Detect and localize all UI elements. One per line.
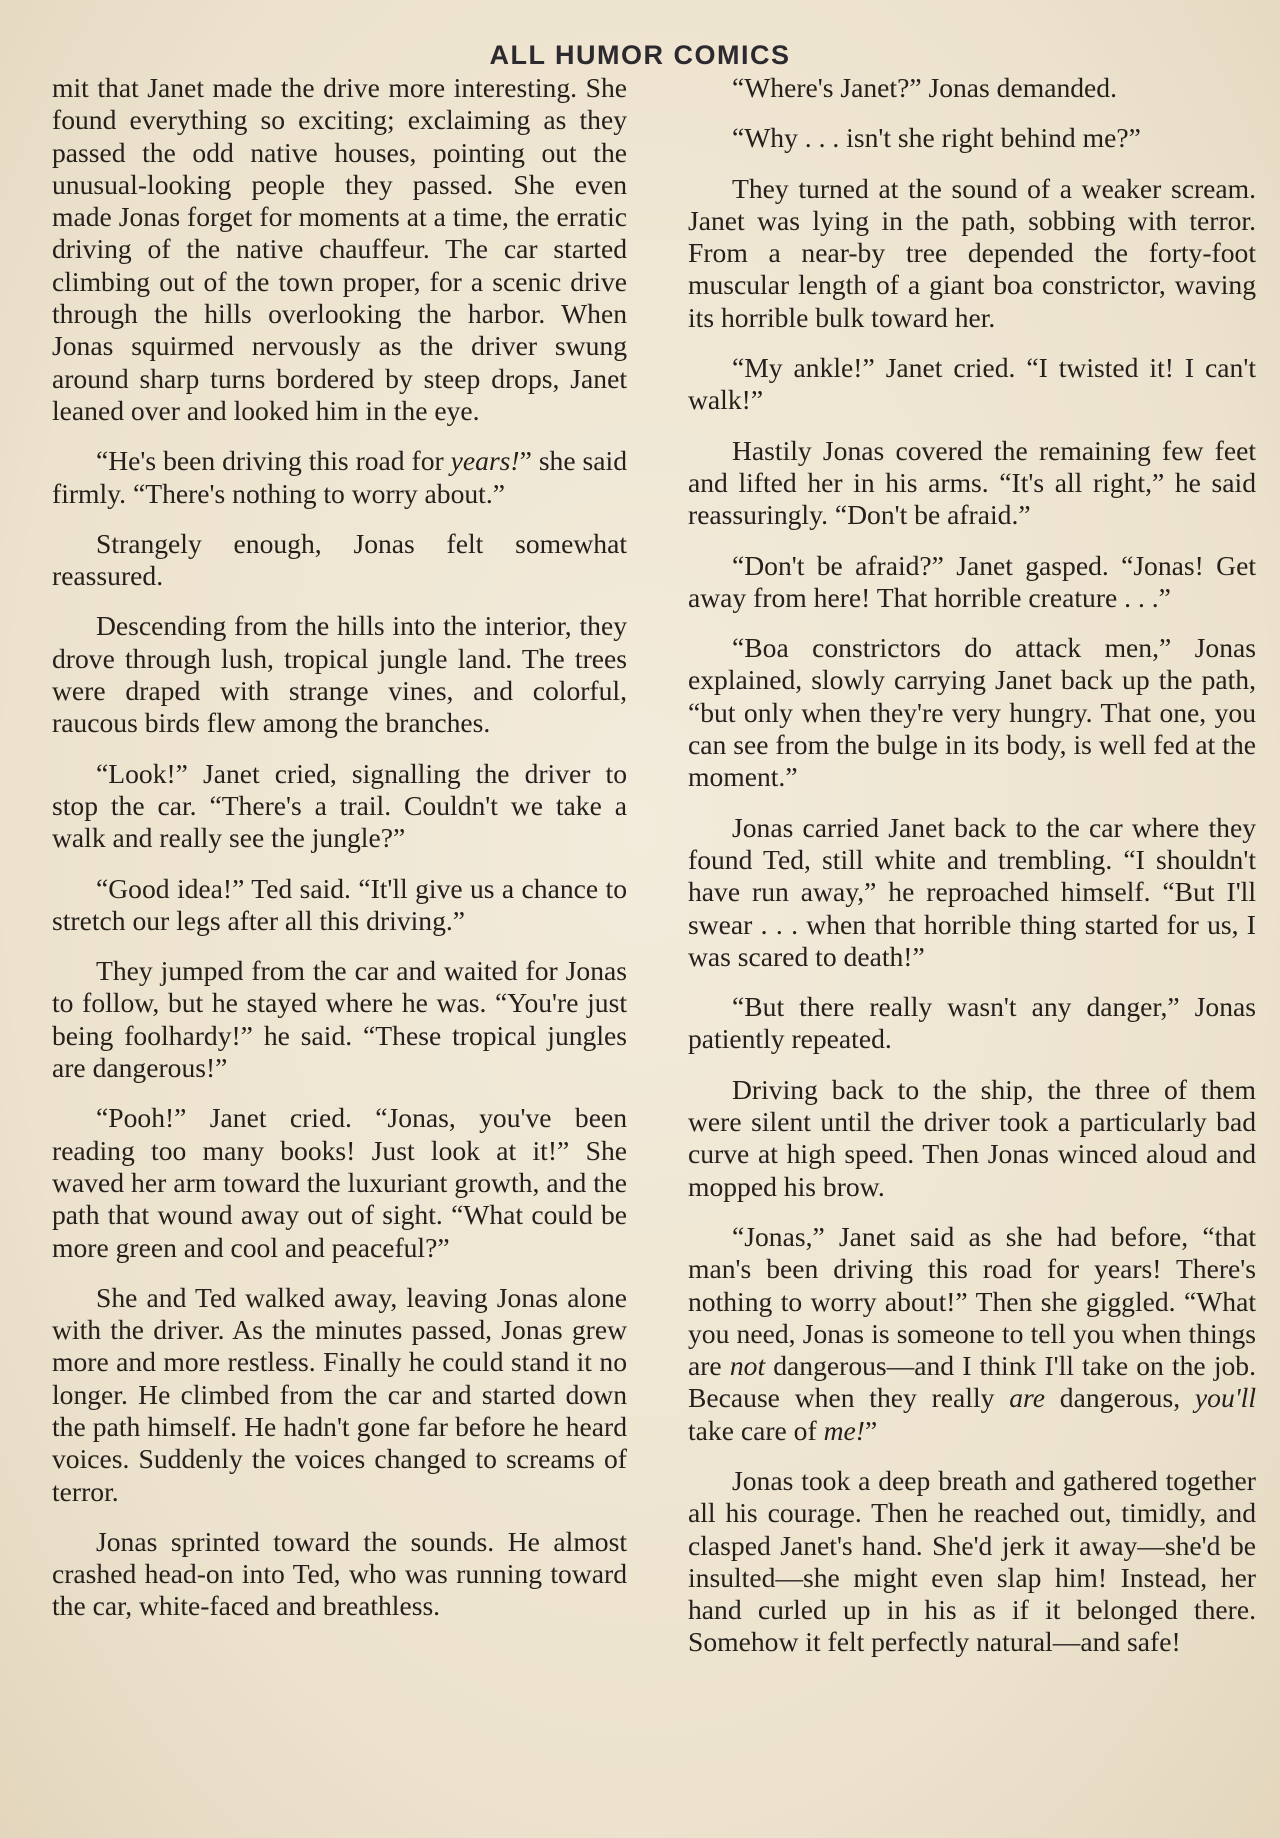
paragraph: Descending from the hills into the interior, they drove through lush, tropical jungle land. The trees were draped with strange vines, and colorful, raucous birds flew among the branches.	[52, 610, 627, 739]
paragraph: They jumped from the car and waited for Jonas to follow, but he stayed where he was. “You're just being foolhardy!” he said. “These tropical jungles are dangerous!”	[52, 955, 627, 1084]
paragraph: Hastily Jonas covered the remaining few feet and lifted her in his arms. “It's all right,” he said reassuringly. “Don't be afraid.”	[688, 434, 1256, 531]
paragraph: Driving back to the ship, the three of them were silent until the driver took a particularly bad curve at high speed. Then Jonas winced aloud and mopped his brow.	[688, 1073, 1256, 1202]
text-run: ”	[864, 1414, 878, 1446]
paragraph	[52, 445, 627, 510]
paragraph: “Good idea!” Ted said. “It'll give us a chance to stretch our legs after all this driving.”	[52, 872, 627, 936]
paragraph: mit that Janet made the drive more interesting. She found everything so exciting; exclaiming as they passed the odd native houses, pointing out the unusual-looking people they passed. She even made Jonas forget for moments at a time, the erratic driving of the native chauffeur. The car started climbing out of the town proper, for a scenic drive through the hills overlooking the harbor. When Jonas squirmed nervously as the driver swung around sharp turns bordered by steep drops, Janet leaned over and looked him in the eye.	[52, 72, 627, 426]
right-column	[688, 72, 1256, 1659]
emphasis: years!	[450, 445, 520, 477]
text-run: take care of	[688, 1414, 824, 1446]
paragraph: “Look!” Janet cried, signalling the driver to stop the car. “There's a trail. Couldn't we take a walk and really see the jungle?”	[52, 757, 627, 854]
paragraph: “But there really wasn't any danger,” Jonas patiently repeated.	[688, 991, 1256, 1055]
paragraph: They turned at the sound of a weaker scream. Janet was lying in the path, sobbing with terror. From a near-by tree depended the forty-foot muscular length of a giant boa constrictor, waving its horrible bulk toward her.	[688, 172, 1256, 333]
paragraph: “Boa constrictors do attack men,” Jonas explained, slowly carrying Janet back up the path, “but only when they're very hungry. That one, you can see from the bulge in its body, is well fed at the moment.”	[688, 632, 1256, 793]
paragraph: Jonas carried Janet back to the car where they found Ted, still white and trembling. “I shouldn't have run away,” he reproached himself. “But I'll swear . . . when that horrible thing started for us, I was scared to death!”	[688, 811, 1256, 972]
paragraph: Jonas sprinted toward the sounds. He almost crashed head-on into Ted, who was running toward the car, white-faced and breathless.	[52, 1525, 627, 1622]
text-run: “He's been driving this road for	[96, 445, 451, 477]
emphasis: you'll	[1194, 1382, 1256, 1414]
paragraph	[688, 1221, 1256, 1447]
emphasis: me!	[823, 1414, 865, 1446]
paragraph: “Where's Janet?” Jonas demanded.	[732, 72, 1117, 103]
emphasis: are	[1009, 1382, 1045, 1414]
text-run: “Jonas,” Janet said as she had before, “that man's been driving this road for years! There's nothing to worry about!” Then she giggled. “What you need, Jonas is someone to tell you when things are	[688, 1220, 1256, 1382]
paragraph: “Pooh!” Janet cried. “Jonas, you've been reading too many books! Just look at it!” She waved her arm toward the luxuriant growth, and the path that wound away out of sight. “What could be more green and cool and peaceful?”	[52, 1102, 627, 1263]
paragraph: She and Ted walked away, leaving Jonas alone with the driver. As the minutes passed, Jonas grew more and more restless. Finally he could stand it no longer. He climbed from the car and started down the path himself. He hadn't gone far before he heard voices. Suddenly the voices changed to screams of terror.	[52, 1281, 627, 1507]
paragraph: Strangely enough, Jonas felt somewhat reassured.	[52, 527, 627, 592]
paragraph: “Don't be afraid?” Janet gasped. “Jonas! Get away from here! That horrible creature . . .”	[688, 549, 1256, 613]
left-column	[52, 72, 627, 1623]
text-run: dangerous—and I think I'll take on the job. Because when they really	[688, 1350, 1256, 1414]
text-run: dangerous,	[1045, 1382, 1195, 1414]
emphasis: not	[729, 1350, 766, 1382]
paragraph: Jonas took a deep breath and gathered together all his courage. Then he reached out, timidly, and clasped Janet's hand. She'd jerk it away—she'd be insulted—she might even slap him! Instead, her hand curled up in his as if it belonged there. Somehow it felt perfectly natural—and safe!	[688, 1464, 1256, 1658]
text-run: ” she said firmly. “There's nothing to worry about.”	[52, 445, 627, 509]
paragraph: “Why . . . isn't she right behind me?”	[732, 122, 1141, 154]
page-header: ALL HUMOR COMICS	[489, 40, 791, 70]
paragraph: “My ankle!” Janet cried. “I twisted it! I can't walk!”	[688, 352, 1256, 416]
